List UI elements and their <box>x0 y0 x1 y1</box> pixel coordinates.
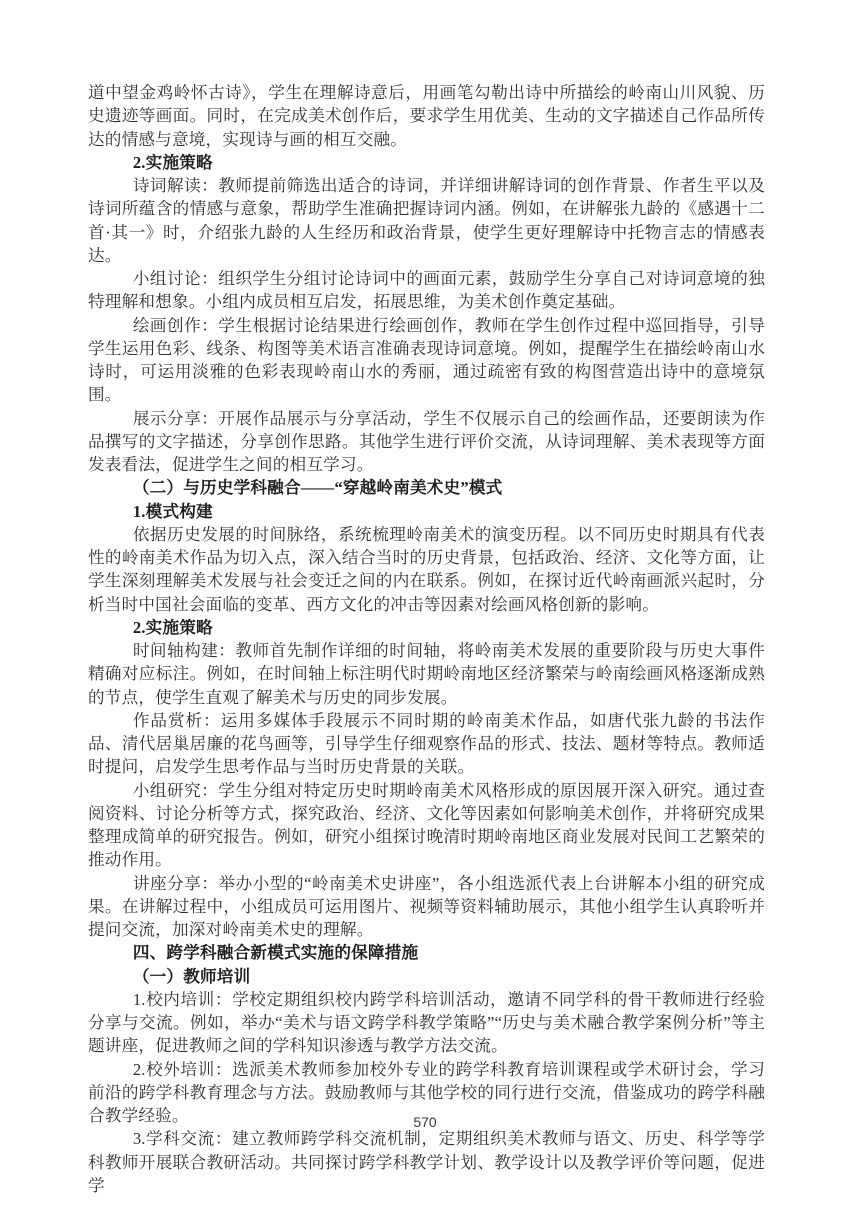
paragraph-painting-creation: 绘画创作：学生根据讨论结果进行绘画创作，教师在学生创作过程中巡回指导，引导学生运用色彩、线条、构图等美术语言准确表现诗词意境。例如，提醒学生在描绘岭南山水诗时，可运用淡雅的色彩表现岭南山水的秀丽，通过疏密有致的构图营造出诗中的意境氛围。 <box>88 315 765 405</box>
paragraph-poetry-reading: 诗词解读：教师提前筛选出适合的诗词，并详细讲解诗词的创作背景、作者生平以及诗词所蕴含的情感与意象，帮助学生准确把握诗词内涵。例如，在讲解张九龄的《感遇十二首·其一》时，介绍张九龄的人生经历和政治背景，使学生更好理解诗中托物言志的情感表达。 <box>88 176 765 265</box>
paragraph-model-construction: 依据历史发展的时间脉络，系统梳理岭南美术的演变历程。以不同历史时期具有代表性的岭南美术作品为切入点，深入结合当时的历史背景，包括政治、经济、文化等方面，让学生深刻理解美术发展与社会变迁之间的内在联系。例如，在探讨近代岭南画派兴起时，分析当时中国社会面临的变革、西方文化的冲击等因素对绘画风格创新的影响。 <box>88 524 765 614</box>
paragraph-in-school-training: 1.校内培训：学校定期组织校内跨学科培训活动，邀请不同学科的骨干教师进行经验分享与交流。例如，举办“美术与语文跨学科教学策略”“历史与美术融合教学案例分析”等主题讲座，促进教师之间的学科知识渗透与教学方法交流。 <box>88 989 765 1056</box>
paragraph-show-and-share: 展示分享：开展作品展示与分享活动，学生不仅展示自己的绘画作品，还要朗读为作品撰写的文字描述，分享创作思路。其他学生进行评价交流，从诗词理解、美术表现等方面发表看法，促进学生之间的相互学习。 <box>88 408 765 474</box>
paragraph-lecture-sharing: 讲座分享：举办小型的“岭南美术史讲座”，各小组选派代表上台讲解本小组的研究成果。在讲解过程中，小组成员可运用图片、视频等资料辅助展示，其他小组学生认真聆听并提问交流，加深对岭南美术史的理解。 <box>88 873 765 939</box>
section-heading-safeguard-measures: 四、跨学科融合新模式实施的保障措施 <box>132 943 419 963</box>
section-heading-history-integration: （二）与历史学科融合——“穿越岭南美术史”模式 <box>132 478 503 498</box>
paragraph-artwork-appreciation: 作品赏析：运用多媒体手段展示不同时期的岭南美术作品，如唐代张九龄的书法作品、清代居巢居廉的花鸟画等，引导学生仔细观察作品的形式、技法、题材等特点。教师适时提问，启发学生思考作品与当时历史背景的关联。 <box>88 710 765 777</box>
page-content <box>88 81 765 1197</box>
page-number: 570 <box>413 1114 437 1130</box>
paragraph-timeline-building: 时间轴构建：教师首先制作详细的时间轴，将岭南美术发展的重要阶段与历史大事件精确对应标注。例如，在时间轴上标注明代时期岭南地区经济繁荣与岭南绘画风格逐渐成熟的节点，使学生直观了解美术与历史的同步发展。 <box>88 641 765 707</box>
subheading-model-construction: 1.模式构建 <box>132 501 213 521</box>
paragraph-group-research: 小组研究：学生分组对特定历史时期岭南美术风格形成的原因展开深入研究。通过查阅资料、讨论分析等方式，探究政治、经济、文化等因素如何影响美术创作，并将研究成果整理成简单的研究报告。例如，研究小组探讨晚清时期岭南地区商业发展对民间工艺繁荣的推动作用。 <box>88 780 765 870</box>
paragraph-subject-exchange: 3.学科交流：建立教师跨学科交流机制，定期组织美术教师与语文、历史、科学等学科教师开展联合教研活动。共同探讨跨学科教学计划、教学设计以及教学评价等问题，促进学 <box>88 1129 765 1195</box>
subheading-implementation-strategy-2: 2.实施策略 <box>132 617 213 637</box>
subheading-implementation-strategy-1: 2.实施策略 <box>132 152 213 172</box>
paragraph-group-discussion: 小组讨论：组织学生分组讨论诗词中的画面元素，鼓励学生分享自己对诗词意境的独特理解和想象。小组内成员相互启发，拓展思维，为美术创作奠定基础。 <box>88 269 765 312</box>
paragraph-off-campus-training: 2.校外培训：选派美术教师参加校外专业的跨学科教育培训课程或学术研讨会，学习前沿的跨学科教育理念与方法。鼓励教师与其他学校的同行进行交流，借鉴成功的跨学科融合教学经验。 <box>88 1059 765 1125</box>
page-footer <box>0 1114 850 1130</box>
paragraph-continued: 道中望金鸡岭怀古诗》，学生在理解诗意后，用画笔勾勒出诗中所描绘的岭南山川风貌、历史遗迹等画面。同时，在完成美术创作后，要求学生用优美、生动的文字描述自己作品所传达的情感与意境，实现诗与画的相互交融。 <box>88 83 765 149</box>
subheading-teacher-training: （一）教师培训 <box>132 966 251 986</box>
